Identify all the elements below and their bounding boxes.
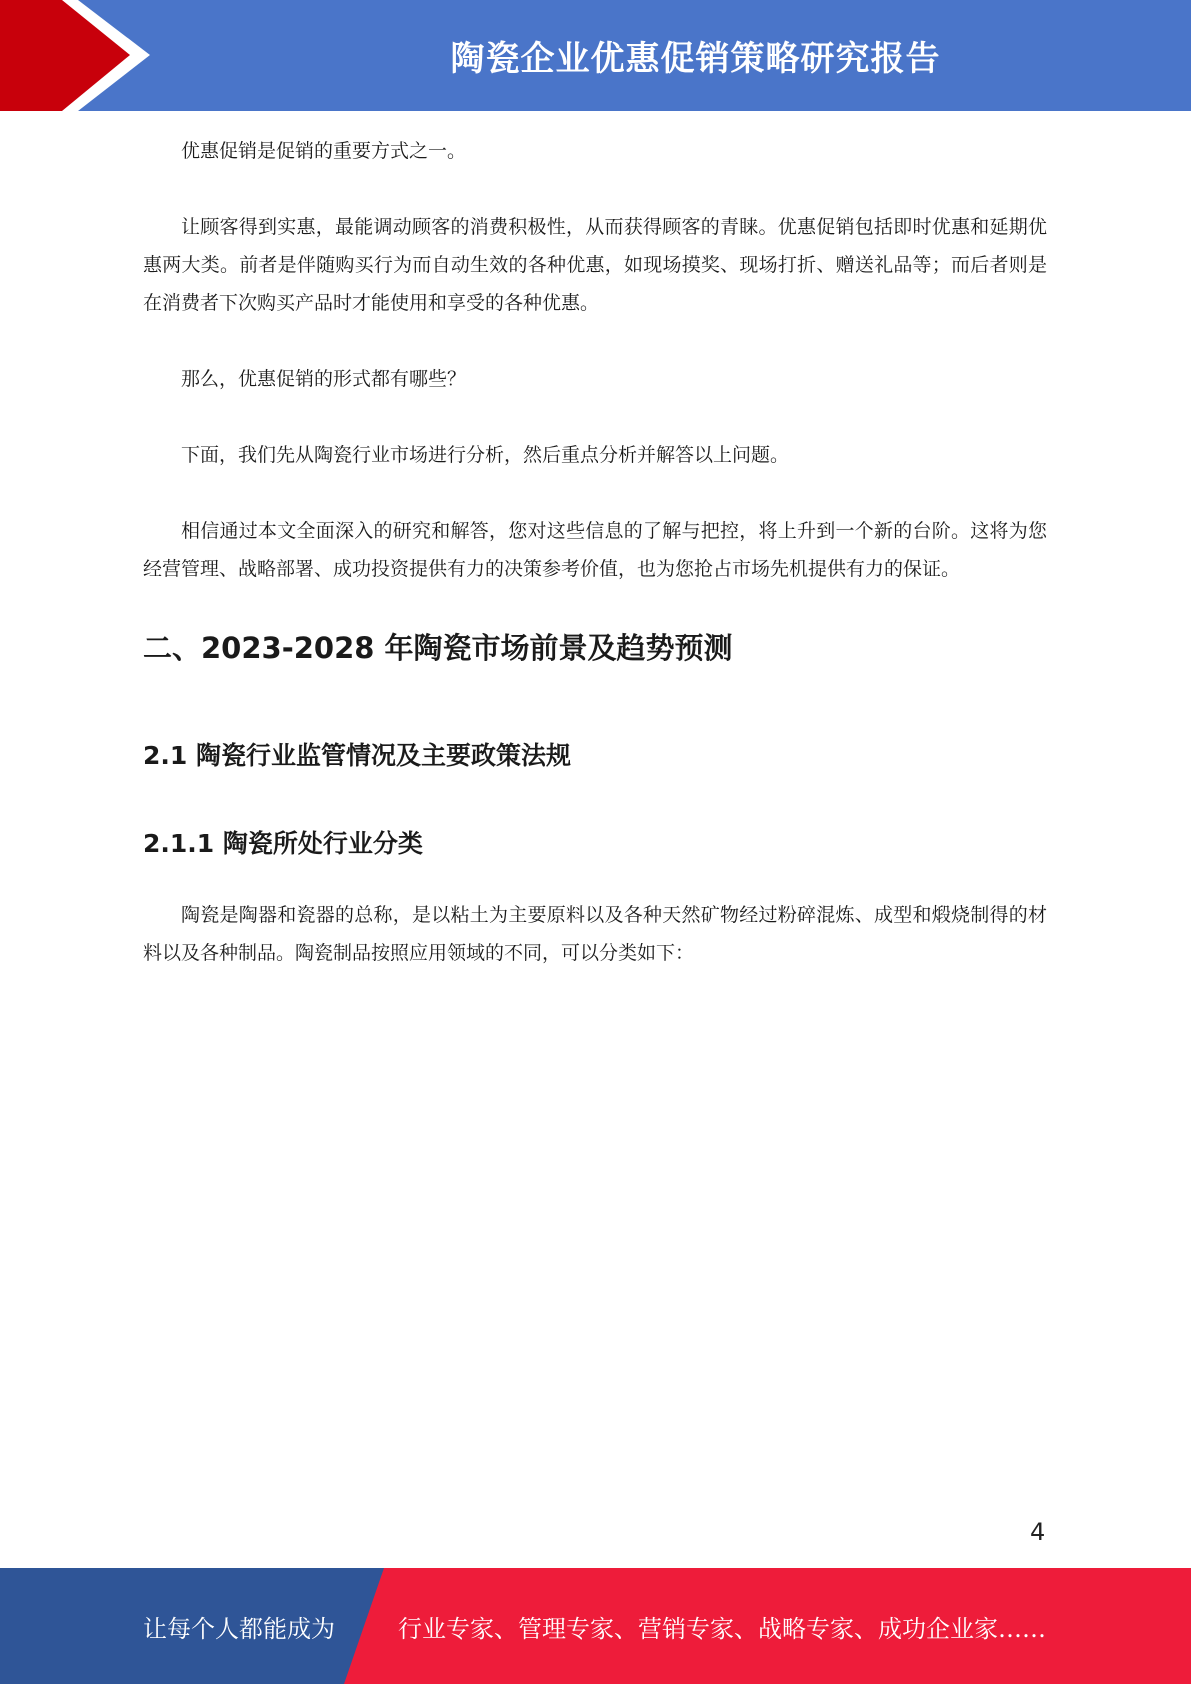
- footer-slogan-left: 让每个人都能成为: [143, 1614, 335, 1643]
- footer-banner: [0, 1568, 1191, 1684]
- main-content: [143, 132, 1047, 1010]
- subsection-heading: 2.1 陶瓷行业监管情况及主要政策法规: [143, 741, 571, 770]
- page-number: 4: [1030, 1518, 1046, 1546]
- header-banner: [0, 0, 1191, 111]
- subsubsection-heading: 2.1.1 陶瓷所处行业分类: [143, 829, 423, 858]
- footer-slogan-right: 行业专家、管理专家、营销专家、战略专家、成功企业家……: [398, 1614, 1046, 1643]
- paragraph-analysis: 下面，我们先从陶瓷行业市场进行分析，然后重点分析并解答以上问题。: [181, 444, 790, 466]
- paragraph-value: 相信通过本文全面深入的研究和解答，您对这些信息的了解与把控，将上升到一个新的台阶。这将为您经营管理、战略部署、成功投资提供有力的决策参考价值，也为您抢占市场先机提供有力的保证。: [143, 520, 1047, 580]
- paragraph-question: 那么，优惠促销的形式都有哪些？: [181, 368, 467, 390]
- paragraph-ceramics-definition: 陶瓷是陶器和瓷器的总称，是以粘土为主要原料以及各种天然矿物经过粉碎混炼、成型和煅烧制得的材料以及各种制品。陶瓷制品按照应用领域的不同，可以分类如下：: [143, 904, 1047, 964]
- paragraph-intro: 优惠促销是促销的重要方式之一。: [181, 140, 467, 162]
- report-title: 陶瓷企业优惠促销策略研究报告: [450, 39, 941, 79]
- paragraph-benefits: 让顾客得到实惠，最能调动顾客的消费积极性，从而获得顾客的青睐。优惠促销包括即时优惠和延期优惠两大类。前者是伴随购买行为而自动生效的各种优惠，如现场摸奖、现场打折、赠送礼品等；而后者则是在消费者下次购买产品时才能使用和享受的各种优惠。: [143, 216, 1047, 314]
- section-heading: 二、2023-2028 年陶瓷市场前景及趋势预测: [143, 631, 733, 665]
